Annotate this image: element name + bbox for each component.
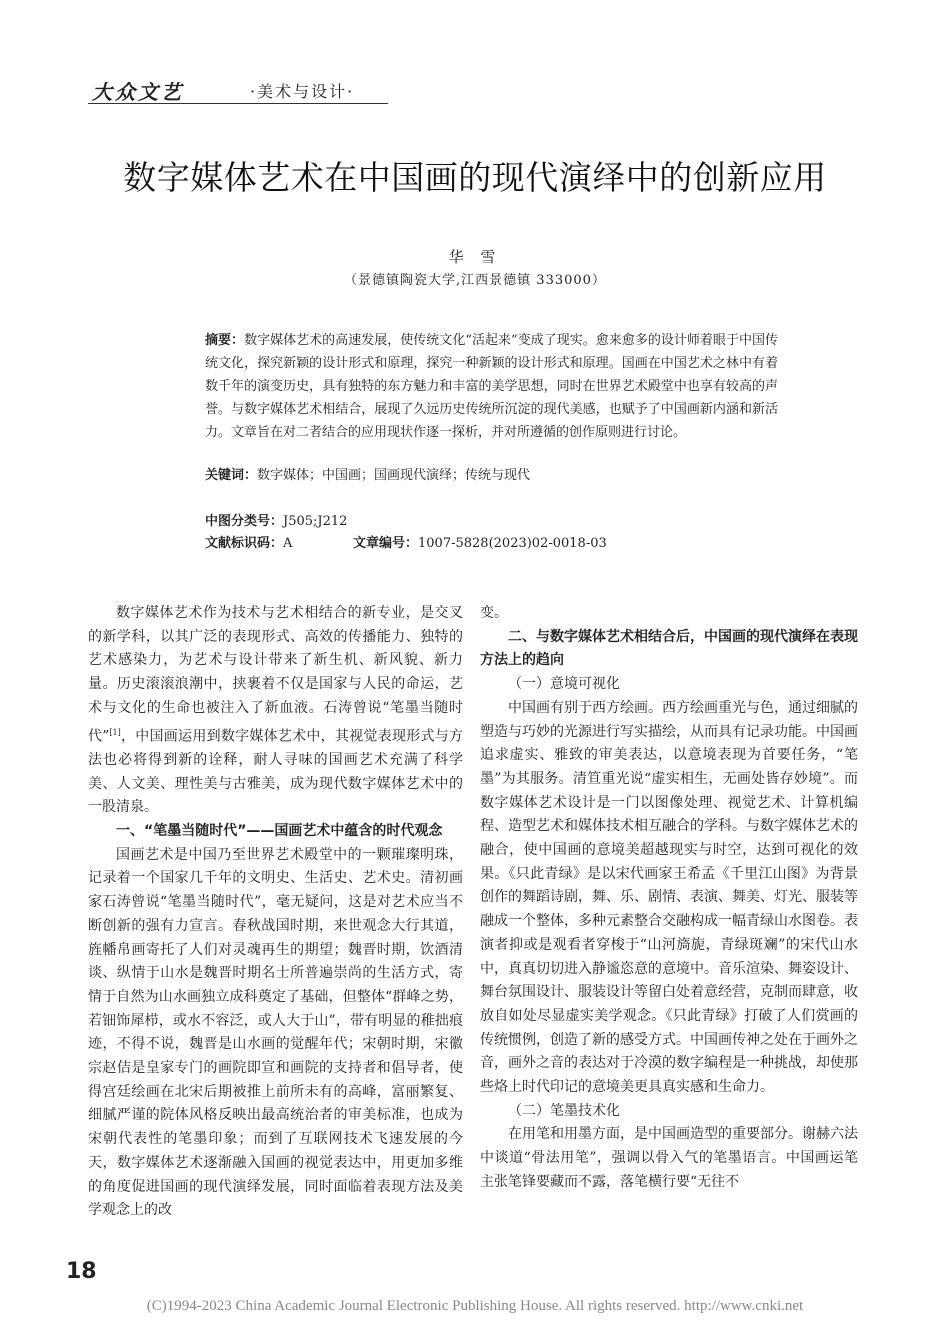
clc-line [205, 512, 347, 532]
section-heading-2: 二、与数字媒体艺术相结合后，中国画的现代演绎在表现方法上的趋向 [480, 628, 858, 669]
section-heading-1: 一、“笔墨当随时代”——国画艺术中蕴含的时代观念 [116, 822, 443, 839]
author-name: 华 雪 [448, 248, 502, 266]
subsection-heading-2: （二）笔墨技术化 [508, 1102, 620, 1119]
body-paragraph: 中国画有别于西方绘画。西方绘画重光与色，通过细腻的塑造与巧妙的光源进行写实描绘，从而具有记录功能。中国画追求虚实、雅致的审美表达，以意境表现为首要任务，“笔墨”为其服务。清笪重光说“虚实相生，无画处皆存妙境”。而数字媒体艺术设计是一门以图像处理、视觉艺术、计算机编程、造型艺术和媒体技术相互融合的学科。与数字媒体艺术的融合，使中国画的意境美超越现实与时空，达到可视化的效果。《只此青绿》是以宋代画家王希孟《千里江山图》为背景创作的舞蹈诗剧，舞、乐、剧情、表演、舞美、灯光、服装等融成一个整体，多种元素整合交融构成一幅青绿山水图卷。表演者抑或是观看者穿梭于“山河旖旎，青绿斑斓”的宋代山水中，真真切切进入静谧恣意的意境中。音乐渲染、舞姿设计、舞台氛围设计、服装设计等留白处着意经营，克制而肆意，收放自如处尽显虚实美学观念。《只此青绿》打破了人们赏画的传统惯例，创造了新的感受方式。中国画传神之处在于画外之音，画外之音的表达对于冷漠的数字编程是一种挑战，却使那些烙上时代印记的意境美更具真实感和生命力。 [480, 699, 858, 1096]
body-paragraph: 在用笔和用墨方面，是中国画造型的重要部分。谢赫六法中谈道“骨法用笔”，强调以骨入气的笔墨语言。中国画运笔主张笔锋要藏而不露，落笔横行要“无往不 [480, 1126, 858, 1190]
doc-code-line [205, 534, 292, 554]
journal-name: 大众文艺 [92, 80, 184, 104]
paper-title: 数字媒体艺术在中国画的现代演绎中的创新应用 [123, 158, 827, 197]
left-column [88, 602, 463, 1223]
intro-paragraph [88, 602, 463, 820]
page-number: 18 [66, 1259, 97, 1284]
subsection-heading-1: （一）意境可视化 [508, 676, 620, 693]
abstract-text: 数字媒体艺术的高速发展，使传统文化“活起来”变成了现实。愈来愈多的设计师着眼于中国传统文化，探究新颖的设计形式和原理，探究一种新颖的设计形式和原理。国画在中国艺术之林中有着数千年的演变历史，具有独特的东方魅力和丰富的美学思想，同时在世界艺术殿堂中也享有较高的声誉。与数字媒体艺术相结合，展现了久远历史传统所沉淀的现代美感，也赋予了中国画新内涵和新活力。文章旨在对二者结合的应用现状作逐一探析，并对所遵循的创作原则进行讨论。 [205, 333, 778, 440]
continued-text: 变。 [480, 605, 508, 621]
clc-label: 中图分类号： [205, 514, 284, 529]
doc-code-value: A [283, 536, 293, 551]
body-paragraph: 国画艺术是中国乃至世界艺术殿堂中的一颗璀璨明珠，记录着一个国家几千年的文明史、生活史、艺术史。清初画家石涛曾说“笔墨当随时代”，毫无疑问，这是对艺术应当不断创新的强有力宣言。春秋战国时期，来世观念大行其道，旌幡帛画寄托了人们对灵魂再生的期望；魏晋时期，饮酒清谈、纵情于山水是魏晋时期名士所普遍崇尚的生活方式，寄情于自然为山水画独立成科奠定了基础，但整体“群峰之势，若钿饰犀栉，或水不容泛，或人大于山”，带有明显的稚拙痕迹，不得不说，魏晋是山水画的觉醒年代；宋朝时期，宋徽宗赵佶是皇家专门的画院即宣和画院的支持者和倡导者，使得宫廷绘画在北宋后期被推上前所未有的高峰，富丽繁复、细腻严谨的院体风格反映出最高统治者的审美标准，也成为宋朝代表性的笔墨印象；而到了互联网技术飞速发展的今天，数字媒体艺术逐渐融入国画的视觉表达中，用更加多维的角度促进国画的现代演绎发展，同时面临着表现方法及美学观念上的改 [88, 846, 463, 1219]
copyright-footer: (C)1994-2023 China Academic Journal Electronic Publishing House. All rights reserved. http://www.cnki.net [146, 1298, 804, 1314]
doc-code-label: 文献标识码： [205, 536, 284, 551]
article-number-value: 1007-5828(2023)02-0018-03 [418, 536, 607, 551]
keywords [205, 464, 778, 487]
keywords-text: 数字媒体；中国画；国画现代演绎；传统与现代 [257, 468, 531, 483]
section-label: ·美术与设计· [250, 82, 355, 101]
abstract [205, 329, 778, 444]
affiliation: （景德镇陶瓷大学,江西景德镇 333000） [344, 273, 606, 288]
clc-value: J505;J212 [283, 514, 348, 529]
article-number-line [353, 534, 607, 554]
intro-text-a: 数字媒体艺术作为技术与艺术相结合的新专业，是交叉的新学科，以其广泛的表现形式、高效的传播能力、独特的艺术感染力，为艺术与设计带来了新生机、新风貌、新力量。历史滚滚浪潮中，挟裹着不仅是国家与人民的命运，艺术与文化的生命也被注入了新血液。石涛曾说“笔墨当随时代” [88, 605, 463, 745]
header-rule [88, 103, 388, 104]
intro-text-b: ，中国画运用到数字媒体艺术中，其视觉表现形式与方法也必将得到新的诠释，耐人寻味的国画艺术充满了科学美、人文美、理性美与古雅美，成为现代数字媒体艺术中的一股清泉。 [88, 728, 463, 816]
citation-ref: [1] [109, 727, 121, 737]
keywords-label: 关键词： [205, 468, 258, 483]
article-number-label: 文章编号： [353, 536, 419, 551]
right-column [480, 602, 858, 1195]
abstract-label: 摘要： [205, 333, 245, 348]
